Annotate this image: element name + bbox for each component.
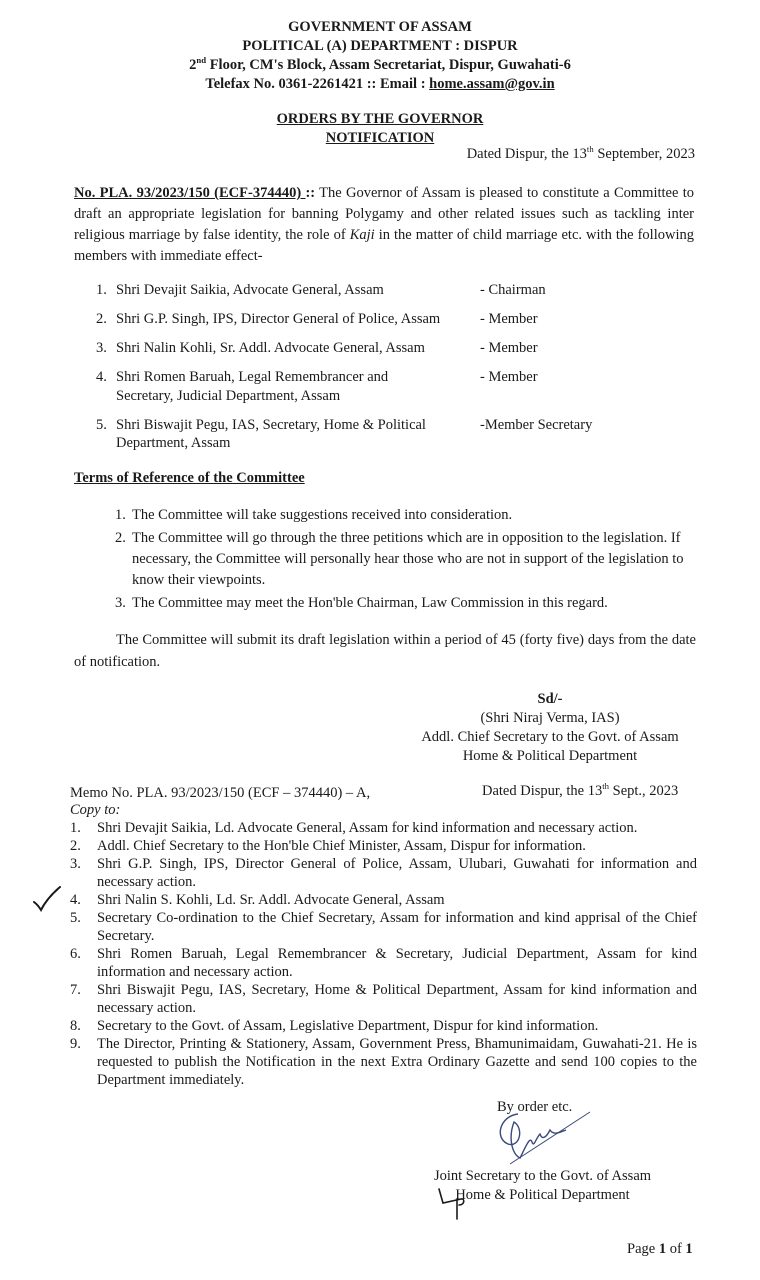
member-row (96, 310, 656, 328)
copy-number: 7. (70, 981, 81, 998)
reference-separator: :: (305, 185, 316, 201)
member-name: Shri Romen Baruah, Legal Remembrancer and Secretary, Judicial Department, Assam (116, 369, 389, 404)
date-text: Dated Dispur, the 13 (466, 146, 587, 162)
copy-text: The Director, Printing & Stationery, Assam, Government Press, Bhamunimaidam, Guwahati-21. He is requested to publish the Notification in the next Extra Ordinary Gazette and send 100 copies to the Department immediately. (97, 1035, 697, 1088)
handwritten-tick-icon (32, 886, 62, 912)
copy-number: 9. (70, 1035, 81, 1052)
terms-heading: Terms of Reference of the Committee (74, 470, 305, 486)
copy-recipient (70, 892, 697, 910)
member-role: - Member (480, 369, 538, 386)
member-row (96, 281, 656, 299)
member-role: - Member (480, 340, 538, 357)
member-number: 3. (96, 340, 107, 357)
copy-number: 6. (70, 945, 81, 962)
terms-item-number: 2. (115, 530, 126, 547)
handwritten-initials-icon (435, 1185, 475, 1221)
memo-date-suffix: Sept., 2023 (609, 783, 679, 799)
member-number: 4. (96, 369, 107, 386)
memo-date-text: Dated Dispur, the 13 (482, 783, 603, 799)
member-row (96, 368, 656, 404)
copy-number: 3. (70, 855, 81, 872)
memo-date-sup: th (602, 781, 609, 792)
terms-item (115, 505, 710, 526)
copy-to-label: Copy to: (70, 802, 121, 818)
intro-text-1: The Governor of Assam is pleased to constitute a Committee to draft an appropriate legislation for banning Polygamy and other related issues such as tackling inter religious marriage by false identity, the role of (74, 185, 694, 244)
telefax-text: Telefax No. 0361-2261421 :: Email : (205, 76, 430, 92)
copy-text: Shri G.P. Singh, IPS, Director General of Police, Assam, Ulubari, Guwahati for information and necessary action. (97, 855, 697, 890)
terms-item-number: 3. (115, 595, 126, 612)
page-number (627, 1240, 693, 1258)
copy-text: Addl. Chief Secretary to the Hon'ble Chief Minister, Assam, Dispur for information. (97, 837, 586, 854)
member-role: -Member Secretary (480, 416, 593, 433)
page-of: of (666, 1241, 686, 1257)
terms-item (115, 528, 710, 591)
letterhead-contact (0, 75, 760, 93)
copy-recipient (70, 856, 697, 892)
copy-recipient (70, 1018, 697, 1036)
joint-secretary-department: Home & Political Department (455, 1186, 630, 1203)
copy-text: Secretary to the Govt. of Assam, Legislative Department, Dispur for kind information. (97, 1017, 599, 1034)
member-role: - Chairman (480, 282, 546, 298)
copy-number: 2. (70, 837, 81, 854)
orders-heading: ORDERS BY THE GOVERNOR (276, 111, 484, 127)
copy-number: 1. (70, 820, 81, 836)
notification-heading: NOTIFICATION (325, 130, 435, 146)
memo-number: Memo No. PLA. 93/2023/150 (ECF – 374440) – A, (70, 785, 371, 801)
member-role: - Member (480, 311, 538, 328)
page-total: 1 (685, 1241, 693, 1257)
copy-text: Shri Devajit Saikia, Ld. Advocate General, Assam for kind information and necessary action. (97, 820, 638, 836)
copy-recipient (70, 946, 697, 982)
letterhead-government: GOVERNMENT OF ASSAM (288, 19, 472, 35)
member-row (96, 339, 656, 357)
copy-text: Secretary Co-ordination to the Chief Secretary, Assam for information and kind apprisal of the Chief Secretary. (97, 909, 697, 944)
signatory-department: Home & Political Department (462, 747, 638, 764)
submission-paragraph: The Committee will submit its draft legislation within a period of 45 (forty five) days from the date of notification. (74, 632, 696, 670)
terms-item-text: The Committee will take suggestions received into consideration. (132, 507, 513, 523)
copy-recipient (70, 982, 697, 1018)
terms-list (115, 505, 710, 616)
joint-secretary-designation: Joint Secretary to the Govt. of Assam (433, 1168, 652, 1184)
copy-number: 8. (70, 1017, 81, 1034)
email-link[interactable]: home.assam@gov.in (429, 76, 555, 92)
copy-number-text: 4. (70, 891, 81, 908)
terms-item-text: The Committee will go through the three petitions which are in opposition to the legislation. If necessary, the Committee will personally hear those who are not in support of the legislation to know their viewpoints. (132, 530, 684, 589)
page-current: 1 (658, 1241, 667, 1257)
copy-text: Shri Romen Baruah, Legal Remembrancer & Secretary, Judicial Department, Assam for kind information and necessary action. (97, 945, 697, 980)
intro-text-2: in the matter of child marriage etc. with the following members with immediate effect- (74, 227, 694, 265)
signature-block-acs (390, 690, 710, 765)
member-name: Shri Devajit Saikia, Advocate General, Assam (116, 282, 384, 298)
member-row (96, 416, 656, 452)
copy-text: Shri Nalin S. Kohli, Ld. Sr. Addl. Advocate General, Assam (97, 891, 445, 908)
memo-date (482, 782, 678, 800)
terms-item (115, 593, 710, 614)
copy-text: Shri Biswajit Pegu, IAS, Secretary, Home & Political Department, Assam for kind information and necessary action. (97, 981, 697, 1016)
handwritten-signature-icon (490, 1108, 600, 1168)
by-order-text: By order etc. (497, 1099, 573, 1115)
signed-mark: Sd/- (537, 691, 563, 707)
signatory-designation: Addl. Chief Secretary to the Govt. of Assam (421, 728, 679, 745)
copy-recipients-list (70, 820, 697, 1090)
address-floor-number: 2 (189, 57, 197, 73)
member-number: 5. (96, 416, 107, 433)
member-name: Shri G.P. Singh, IPS, Director General of Police, Assam (116, 311, 441, 328)
date-sup: th (586, 144, 594, 155)
terms-item-number: 1. (115, 507, 126, 523)
letterhead-address (0, 56, 760, 74)
page-label: Page (627, 1241, 659, 1257)
copy-number (70, 892, 97, 910)
committee-members-list (96, 281, 656, 463)
copy-recipient (70, 910, 697, 946)
letterhead-department: POLITICAL (A) DEPARTMENT : DISPUR (242, 38, 518, 54)
signatory-name: (Shri Niraj Verma, IAS) (480, 709, 620, 726)
reference-number: No. PLA. 93/2023/150 (ECF-374440) (74, 185, 306, 201)
terms-item-text: The Committee may meet the Hon'ble Chairman, Law Commission in this regard. (132, 595, 608, 612)
address-floor-suffix: nd (196, 55, 207, 66)
address-text: Floor, CM's Block, Assam Secretariat, Dispur, Guwahati-6 (206, 57, 571, 73)
notification-date (467, 145, 695, 163)
member-number: 2. (96, 311, 107, 328)
copy-recipient (70, 820, 697, 838)
copy-number: 5. (70, 909, 81, 926)
member-number: 1. (96, 282, 107, 298)
member-name: Shri Biswajit Pegu, IAS, Secretary, Home & Political Department, Assam (116, 416, 426, 451)
intro-paragraph (74, 183, 694, 267)
date-suffix: September, 2023 (593, 146, 695, 162)
copy-recipient (70, 1036, 697, 1090)
intro-italic-term: Kaji (349, 227, 375, 244)
member-name: Shri Nalin Kohli, Sr. Addl. Advocate General, Assam (116, 340, 425, 357)
copy-recipient (70, 838, 697, 856)
